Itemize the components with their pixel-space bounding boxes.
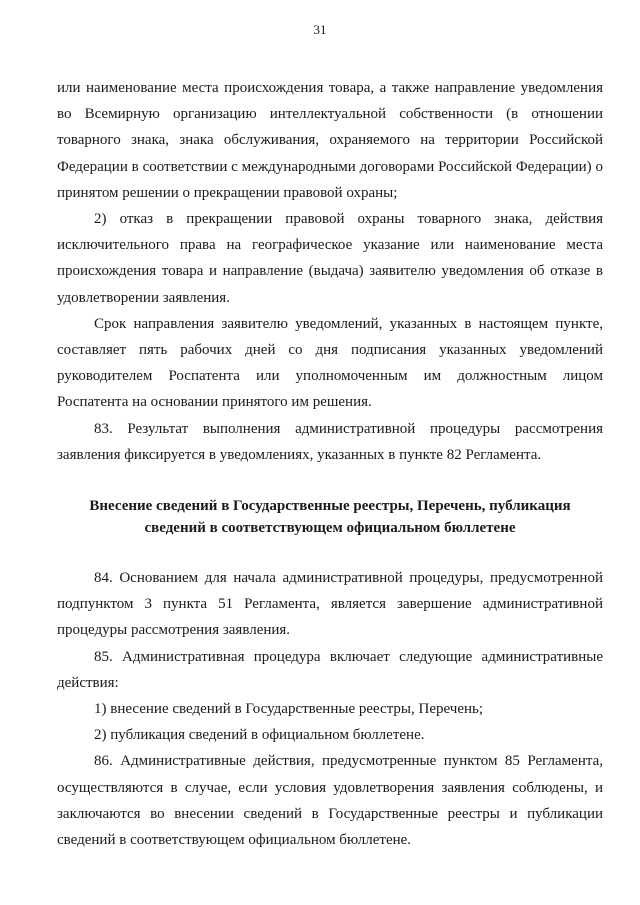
list-item-1: 1) внесение сведений в Государственные реестры, Перечень;: [94, 701, 484, 718]
paragraph-83: 83. Результат выполнения административной процедуры рассмотрения заявления фиксируется в уведомлениях, указанных в пункте 82 Регламента.: [57, 420, 603, 463]
paragraph-85: 85. Административная процедура включает следующие административные действия:: [57, 648, 603, 691]
list-item-2: 2) публикация сведений в официальном бюллетене.: [94, 727, 425, 744]
document-body: [57, 75, 603, 853]
paragraph-continuation: или наименование места происхождения товара, а также направление уведомления во Всемирную организацию интеллектуальной собственности (в отношении товарного знака, знака обслуживания, охраняемого на территории Российской Федерации в соответствии с международными договорами Российской Федерации) о принятом решении о прекращении правовой охраны;: [57, 80, 603, 201]
section-heading: Внесение сведений в Государственные реестры, Перечень, публикация сведений в соответствующем официальном бюллетене: [89, 498, 571, 537]
paragraph-notification-deadline: Срок направления заявителю уведомлений, указанных в настоящем пункте, составляет пять рабочих дней со дня подписания указанных уведомлений руководителем Роспатента или уполномоченным им должностным лицом Роспатента на основании принятого им решения.: [57, 315, 603, 411]
page-number: 31: [313, 22, 327, 37]
paragraph-item-2-refusal: 2) отказ в прекращении правовой охраны товарного знака, действия исключительного права на географическое указание или наименование места происхождения товара и направление (выдача) заявителю уведомления об отказе в удовлетворении заявления.: [57, 211, 603, 306]
paragraph-86: 86. Административные действия, предусмотренные пунктом 85 Регламента, осуществляются в случае, если условия удовлетворения заявления соблюдены, и заключаются во внесении сведений в Государственные реестры и публикации сведений в соответствующем официальном бюллетене.: [57, 753, 603, 849]
paragraph-84: 84. Основанием для начала административной процедуры, предусмотренной подпунктом 3 пункта 51 Регламента, является завершение административной процедуры рассмотрения заявления.: [57, 570, 603, 639]
